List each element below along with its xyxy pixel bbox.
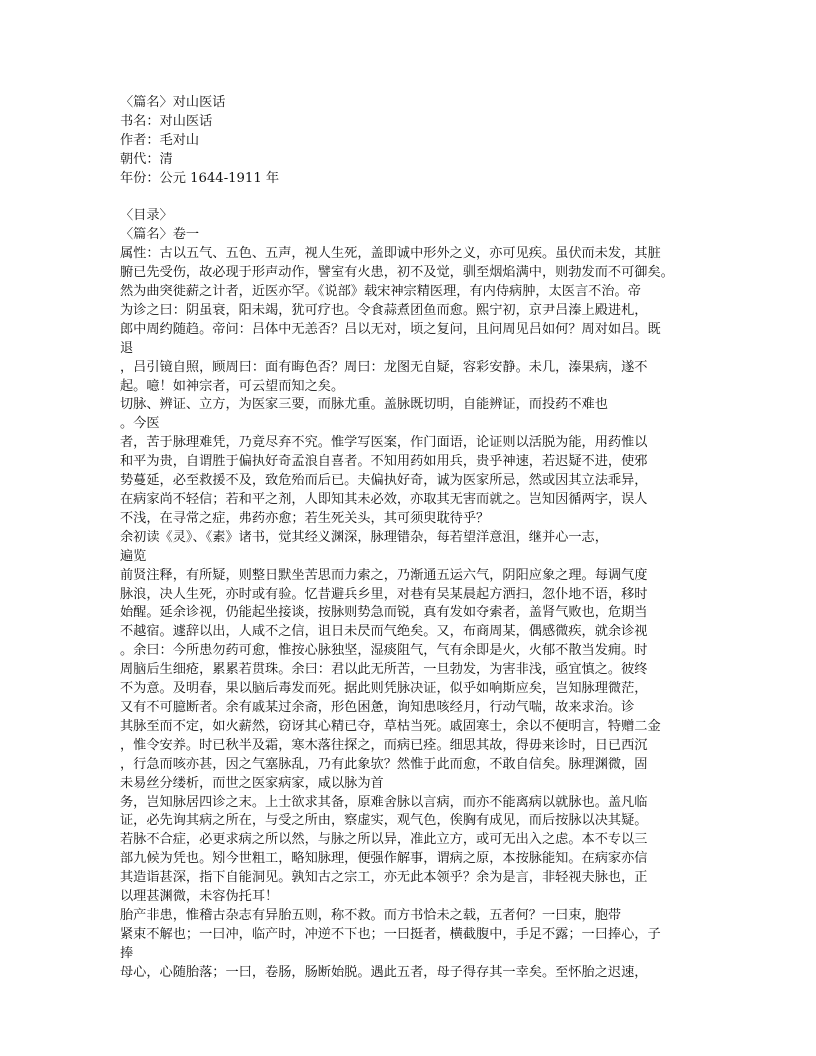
text-line: 不为意。及明春，果以脑后毒发而死。据此则凭脉决证，似乎如响斯应矣，岂知脉理微茫， <box>120 681 648 697</box>
text-line: 在病家尚不轻信；若和平之剂，人即知其未必效，亦取其无害而就之。岂知因循两字，误人 <box>120 492 648 508</box>
text-line: 势蔓延，必至救援不及，致危殆而后已。夫偏执好奇，诚为医家所忌，然或因其立法乖异， <box>120 473 648 489</box>
text-line: 又有不可臆断者。余有戚某过余斋，形色困惫，询知患咳经月，行动气喘，故来求治。诊 <box>120 699 635 715</box>
book-title: 书名：对山医话 <box>120 113 213 129</box>
doc-header: 〈篇名〉对山医话 <box>120 95 226 110</box>
text-line: ，行急而咳亦甚，因之气塞脉乱，乃有此象欤？然惟于此而愈，不敢自信矣。脉理渊微，固 <box>120 756 648 772</box>
dynasty: 朝代：清 <box>120 151 173 167</box>
chapter-title: 〈篇名〉卷一 <box>120 227 200 243</box>
text-line: 前贤注释，有所疑，则整日默坐苦思而力索之，乃渐通五运六气，阴阳应象之理。每调气度 <box>120 567 648 583</box>
text-line: 胎产非患，惟稽古杂志有异胎五则，称不救。而方书恰未之载，五者何？一曰束，胞带 <box>120 907 622 923</box>
text-line: 然为曲突徙薪之计者，近医亦罕。《说部》载宋神宗精医理，有内侍病肿，太医言不治。帝 <box>120 284 641 300</box>
text-line: 腑已先受伤，故必现于形声动作，譬室有火患，初不及觉，驯至烟焰满中，则勃发而不可御矣。 <box>120 265 674 281</box>
text-line: 为诊之曰：阴虽衰，阳未竭，犹可疗也。令食蒜煮团鱼而愈。熙宁初，京尹吕溱上殿进札， <box>120 302 648 318</box>
spacer <box>120 189 696 208</box>
text-line: ，吕引镜自照，顾周曰：面有晦色否？周曰：龙图无自疑，容彩安静。未几，溱果病，遂不 <box>120 359 648 375</box>
text-line: 起。噫！如神宗者，可云望而知之矣。 <box>120 378 345 394</box>
text-line: 部九候为凭也。矧今世粗工，略知脉理，便强作解事，谓病之原，本按脉能知。在病家亦信 <box>120 851 648 867</box>
year: 年份：公元 1644-1911 年 <box>120 170 280 186</box>
body-text <box>120 245 696 982</box>
text-line: 和平为贵，自谓胜于偏执好奇孟浪自喜者。不知用药如用兵，贵乎神速，若迟疑不进，使邪 <box>120 454 648 470</box>
text-line: 始醒。延余诊视，仍能起坐接谈，按脉则势急而锐，真有发如夺索者，盖肾气败也，危期当 <box>120 605 648 621</box>
text-line: 遍览 <box>120 548 147 564</box>
text-line: 其脉至而不定，如火薪然，窃讶其心精已夺，草枯当死。戚固寒士，余以不便明言，特赠二金 <box>120 718 661 734</box>
author: 作者：毛对山 <box>120 132 200 148</box>
text-line: 以理甚渊微，未容伪托耳！ <box>120 889 279 905</box>
text-line: 紧束不解也；一曰冲，临产时，冲逆不下也；一曰挺者，横截腹中，手足不露；一曰捧心，子 <box>120 926 661 942</box>
text-line: 。余曰：今所患勿药可愈，惟按心脉独坚，湿痰阻气，气有余即是火，火郁不散当发痈。时 <box>120 643 648 659</box>
text-line: 退 <box>120 340 134 356</box>
text-line: 郎中周约随趋。帝问：吕体中无恙否？吕以无对，顷之复问，且问周见吕如何？周对如吕。既 <box>120 321 661 337</box>
text-line: 不越宿。遽辞以出，人咸不之信，诅日未昃而气绝矣。又，布商周某，偶感微疾，就余诊视 <box>120 624 648 640</box>
text-line: 余初读《灵》、《素》诸书，觉其经义渊深，脉理错杂，每若望洋意沮，继并心一志， <box>120 529 608 545</box>
text-line: 。今医 <box>120 416 160 432</box>
text-line: 证，必先询其病之所在，与受之所由，察虚实，观气色，俟胸有成见，而后按脉以决其疑。 <box>120 813 648 829</box>
text-line: 母心，心随胎落；一曰，卷肠，肠断始脱。遇此五者，母子得存其一幸矣。至怀胎之迟速， <box>120 964 648 980</box>
text-line: 其造诣甚深，指下自能洞见。孰知古之宗工，亦无此本领乎？余为是言，非轻视夫脉也，正 <box>120 870 648 886</box>
text-line: 不浅，在寻常之症，弗药亦愈；若生死关头，其可须臾耽待乎？ <box>120 510 490 526</box>
text-line: 脉浪，决人生死，亦时或有验。忆昔避兵乡里，对巷有吴某晨起方洒扫，忽仆地不语，移时 <box>120 586 648 602</box>
text-line: 者，苦于脉理难凭，乃竟尽弃不究。惟学写医案，作门面语，论证则以活脱为能，用药惟以 <box>120 435 648 451</box>
text-line: 若脉不合症，必更求病之所以然，与脉之所以异，准此立方，或可无出入之虑。本不专以三 <box>120 832 648 848</box>
toc-title: 〈目录〉 <box>120 208 173 224</box>
text-line: 属性：古以五气、五色、五声，视人生死，盖即诚中形外之义，亦可见疾。虽伏而未发，其脏 <box>120 246 661 262</box>
text-line: 捧 <box>120 945 134 961</box>
text-line: ，惟令安养。时已秋半及霜，寒木落往探之，而病已痊。细思其故，得毋来诊时，日已西沉 <box>120 737 648 753</box>
text-line: 务，岂知脉居四诊之末。上士欲求其备，原难舍脉以言病，而亦不能离病以就脉也。盖凡临 <box>120 794 648 810</box>
text-line: 周脑后生细疮，累累若贯珠。余曰：君以此无所苦，一旦勃发，为害非浅，亟宜慎之。彼终 <box>120 662 648 678</box>
text-line: 切脉、辨证、立方，为医家三要，而脉尤重。盖脉既切明，自能辨证，而投药不难也 <box>120 397 608 413</box>
text-line: 未易丝分缕析，而世之医家病家，咸以脉为首 <box>120 775 384 791</box>
